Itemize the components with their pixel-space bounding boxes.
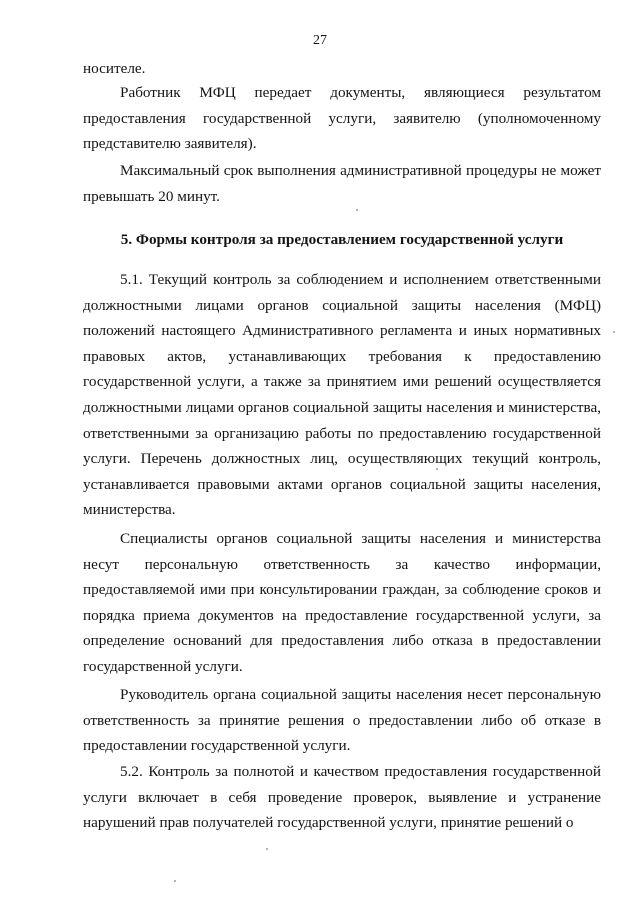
- paragraph-deadline: Максимальный срок выполнения административной процедуры не может превышать 20 минут.: [83, 162, 601, 205]
- page-number: 27: [313, 33, 327, 48]
- scan-speck: [356, 209, 358, 211]
- paragraph-carrier: носителе.: [83, 60, 146, 77]
- scan-speck: [266, 848, 268, 850]
- paragraph-specialists: Специалисты органов социальной защиты населения и министерства несут персональную ответственность за качество информации, предоставляемой ими при консультировании граждан, за соблюдение сроков и порядка приема документов на предоставление государственной услуги, за определение оснований для предоставления либо отказа в предоставлении государственной услуги.: [83, 530, 601, 675]
- paragraph-5-2: 5.2. Контроль за полнотой и качеством предоставления государственной услуги включает в себя проведение проверок, выявление и устранение нарушений прав получателей государственной услуги, принятие решений о: [83, 763, 601, 832]
- paragraph-5-1: 5.1. Текущий контроль за соблюдением и исполнением ответственными должностными лицами органов социальной защиты населения (МФЦ) положений настоящего Административного регламента и иных нормативных правовых актов, устанавливающих требования к предоставлению государственной услуги, а также за принятием ими решений осуществляется должностными лицами органов социальной защиты населения и министерства, ответственными за организацию работы по предоставлению государственной услуги. Перечень должностных лиц, осуществляющих текущий контроль, устанавливается правовыми актами органов социальной защиты населения, министерства.: [83, 271, 601, 519]
- paragraph-mfc-worker: Работник МФЦ передает документы, являющиеся результатом предоставления государственной услуги, заявителю (уполномоченному представителю заявителя).: [83, 84, 601, 153]
- scan-speck: [613, 331, 615, 333]
- section-heading: 5. Формы контроля за предоставлением государственной услуги: [120, 231, 564, 248]
- paragraph-head-responsibility: Руководитель органа социальной защиты населения несет персональную ответственность за принятие решения о предоставлении либо об отказе в предоставлении государственной услуги.: [83, 686, 601, 755]
- scan-speck: [436, 468, 438, 470]
- scan-speck: [174, 880, 176, 882]
